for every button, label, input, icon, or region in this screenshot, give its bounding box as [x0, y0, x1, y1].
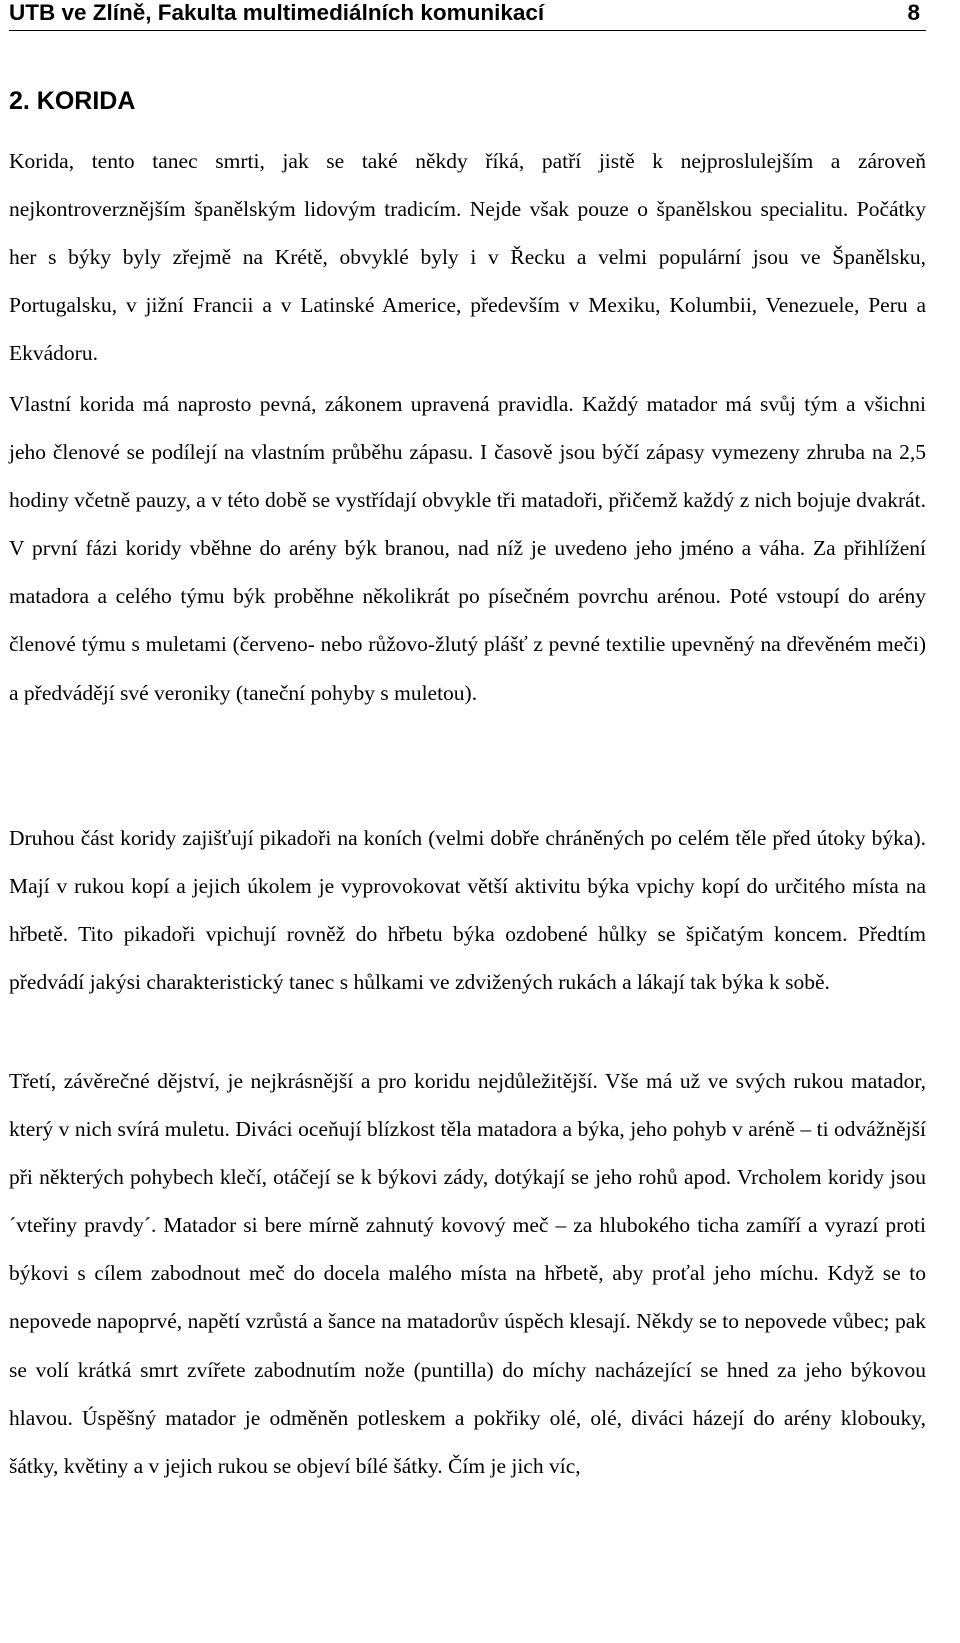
header-title: UTB ve Zlíně, Fakulta multimediálních komunikací — [9, 0, 545, 25]
paragraph: Korida, tento tanec smrti, jak se také někdy říká, patří jistě k nejproslulejším a zároveň nejkontroverznějším španělským lidovým tradicím. Nejde však pouze o španělskou specialitu. Počátky her s býky byly zřejmě na Krétě, obvyklé byly i v Řecku a velmi populární jsou ve Španělsku, Portugalsku, v jižní Francii a v Latinské Americe, především v Mexiku, Kolumbii, Venezuele, Peru a Ekvádoru. — [9, 149, 926, 366]
paragraph: Třetí, závěrečné dějství, je nejkrásnější a pro koridu nejdůležitější. Vše má už ve svých rukou matador, který v nich svírá muletu. Diváci oceňují blízkost těla matadora a býka, jeho pohyb v aréně – ti odvážnější při některých pohybech klečí, otáčejí se k býkovi zády, dotýkají se jeho rohů apod. Vrcholem koridy jsou ´vteřiny pravdy´. Matador si bere mírně zahnutý kovový meč – za hlubokého ticha zamíří a vyrazí proti býkovi s cílem zabodnout meč do docela malého místa na hřbetě, aby proťal jeho míchu. Když se to nepovede napoprvé, napětí vzrůstá a šance na matadorův úspěch klesají. Někdy se to nepovede vůbec; pak se volí krátká smrt zvířete zabodnutím nože (puntilla) do míchy nacházející se hned za jeho býkovou hlavou. Úspěšný matador je odměněn potleskem a pokřiky olé, olé, diváci házejí do arény klobouky, šátky, květiny a v jejich rukou se objeví bílé šátky. Čím je jich víc, — [9, 1069, 926, 1478]
page-number: 8 — [907, 0, 920, 25]
paragraph: Druhou část koridy zajišťují pikadoři na koních (velmi dobře chráněných po celém těle před útoky býka). Mají v rukou kopí a jejich úkolem je vyprovokovat větší aktivitu býka vpichy kopí do určitého místa na hřbetě. Tito pikadoři vpichují rovněž do hřbetu býka ozdobené hůlky se špičatým koncem. Předtím předvádí jakýsi charakteristický tanec s hůlkami ve zdvižených rukách a lákají tak býka k sobě. — [9, 826, 926, 995]
page-header — [9, 0, 926, 31]
section-heading: 2. KORIDA — [9, 87, 136, 115]
paragraph: Vlastní korida má naprosto pevná, zákonem upravená pravidla. Každý matador má svůj tým a všichni jeho členové se podílejí na vlastním průběhu zápasu. I časově jsou býčí zápasy vymezeny zhruba na 2,5 hodiny včetně pauzy, a v této době se vystřídají obvykle tři matadoři, přičemž každý z nich bojuje dvakrát. V první fázi koridy vběhne do arény býk branou, nad níž je uvedeno jeho jméno a váha. Za přihlížení matadora a celého týmu býk proběhne několikrát po písečném povrchu arénou. Poté vstoupí do arény členové týmu s muletami (červeno- nebo růžovo-žlutý plášť z pevné textilie upevněný na dřevěném meči) a předvádějí své veroniky (taneční pohyby s muletou). — [9, 392, 926, 705]
